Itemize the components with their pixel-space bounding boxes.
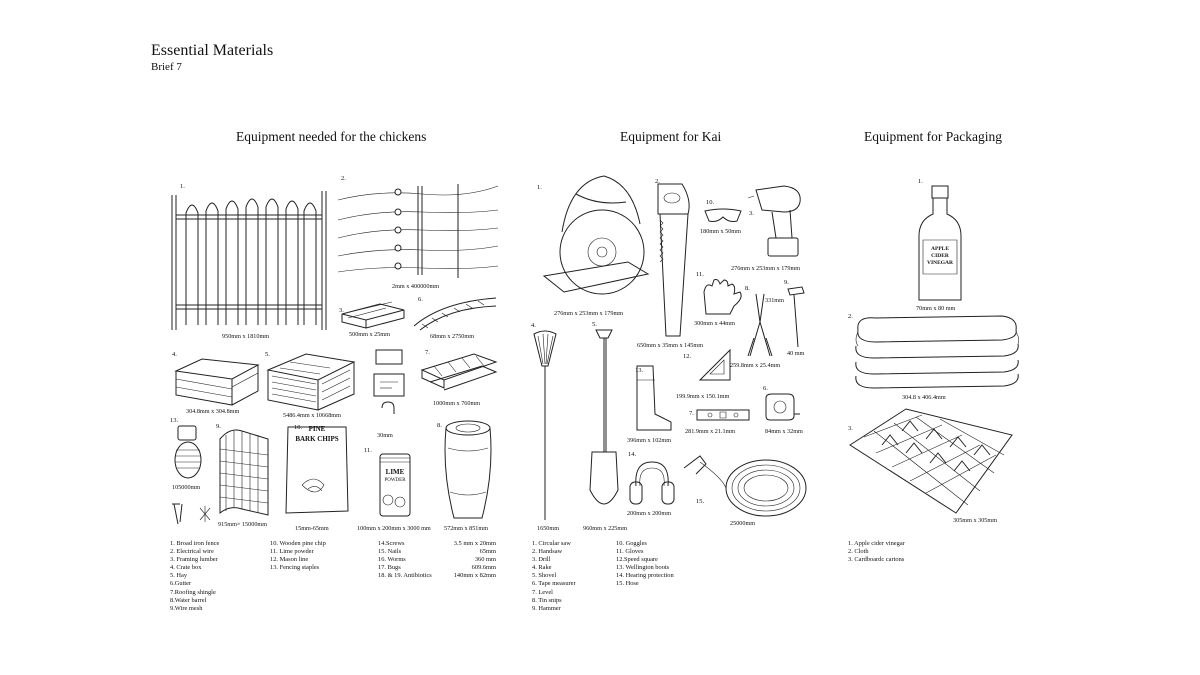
item-number: 14. bbox=[628, 451, 637, 458]
item-dimension: 500mm x 25mm bbox=[349, 331, 390, 338]
legend-chickens-col3 bbox=[378, 540, 432, 580]
legend-item: 8.Water barrel bbox=[170, 596, 207, 604]
item-number: 10. bbox=[706, 199, 715, 206]
bottle-label: APPLE CIDER VINEGAR bbox=[927, 246, 953, 266]
lime-powder-tub bbox=[378, 452, 412, 518]
item-number: 2. bbox=[341, 175, 346, 182]
page-title: Essential Materials bbox=[151, 42, 274, 59]
goggles-illustration bbox=[703, 207, 743, 223]
legend-item: 1. Apple cider vinegar bbox=[848, 540, 905, 547]
item-dimension: 276mm x 253mm x 179mm bbox=[731, 265, 801, 272]
gutter-illustration bbox=[412, 296, 498, 332]
legend-item: 1. Broad iron fence bbox=[170, 540, 220, 547]
item-dimension: 30mm bbox=[377, 432, 393, 439]
hay-bale-illustration bbox=[266, 350, 356, 412]
hammer-illustration bbox=[784, 285, 808, 349]
item-number: 1. bbox=[537, 184, 542, 191]
item-number: 2. bbox=[655, 178, 660, 185]
legend-item: 140mm x 82mm bbox=[453, 572, 496, 580]
item-dimension: 1000mm x 760mm bbox=[433, 400, 481, 407]
item-number: 11. bbox=[696, 271, 704, 278]
legend-item: 15. Nails bbox=[378, 548, 402, 556]
legend-item: 10. Goggles bbox=[616, 540, 647, 547]
wire-mesh-illustration bbox=[216, 425, 272, 521]
item-number: 9. bbox=[784, 279, 789, 286]
item-dimension: 105000mm bbox=[172, 484, 201, 491]
item-dimension: 281.9mm x 21.1mm bbox=[685, 428, 736, 435]
item-number: 9. bbox=[216, 423, 221, 430]
legend-item: 2. Cloth bbox=[848, 548, 869, 556]
circular-saw-illustration bbox=[540, 172, 652, 304]
legend-item: 609.6mm bbox=[471, 564, 496, 572]
hose-illustration bbox=[682, 448, 810, 520]
vinegar-bottle bbox=[915, 184, 965, 304]
item-dimension: 276mm x 253mm x 179mm bbox=[554, 310, 624, 317]
item-number: 6. bbox=[418, 296, 423, 303]
legend-item: 17. Bugs bbox=[378, 564, 401, 572]
item-dimension: 40 mm bbox=[787, 350, 805, 357]
legend-item: 3. Framing lumber bbox=[170, 556, 218, 564]
item-dimension: 259.8mm x 25.4mm bbox=[730, 362, 781, 369]
item-dimension: 305mm x 305mm bbox=[953, 517, 998, 524]
legend-item: 8. Tin snips bbox=[532, 596, 562, 604]
legend-item: 2. Electrical wire bbox=[170, 548, 214, 556]
legend-item: 11. Gloves bbox=[616, 548, 644, 556]
drill-illustration bbox=[754, 182, 806, 260]
legend-item: 15. Hose bbox=[616, 580, 639, 588]
item-dimension: 25000mm bbox=[730, 520, 756, 527]
heading-kai: Equipment for Kai bbox=[620, 129, 722, 144]
roofing-shingle-illustration bbox=[420, 352, 498, 398]
legend-item: 16. Worms bbox=[378, 556, 406, 564]
lime-label: LIME bbox=[385, 468, 405, 476]
legend-item: 10. Wooden pine chip bbox=[270, 540, 326, 547]
item-number: 3. bbox=[339, 307, 344, 314]
item-dimension: 915mm× 15000mm bbox=[218, 521, 268, 528]
item-number: 11. bbox=[364, 447, 372, 454]
pine-bark-bag bbox=[284, 423, 350, 519]
pine-label: PINE bbox=[308, 425, 326, 433]
legend-item: 4. Crate box bbox=[170, 564, 202, 572]
item-number: 13. bbox=[635, 367, 644, 374]
legend-item: 7.Roofing shingle bbox=[170, 588, 216, 596]
legend-item: 11. Lime powder bbox=[270, 548, 314, 556]
iron-fence-illustration bbox=[170, 185, 330, 333]
water-barrel-illustration bbox=[442, 418, 494, 522]
item-number: 1. bbox=[918, 178, 923, 185]
item-number: 7. bbox=[425, 349, 430, 356]
legend-item: 12.Speed square bbox=[616, 556, 658, 564]
legend-item: 14.Screws bbox=[378, 540, 405, 547]
legend-chickens-col1 bbox=[170, 540, 219, 613]
fencing-staples-roll-illustration bbox=[170, 424, 206, 482]
legend-chickens-col2 bbox=[270, 540, 326, 572]
item-dimension: 331mm bbox=[765, 297, 784, 304]
gloves-illustration bbox=[700, 278, 744, 316]
item-dimension: 199.9mm x 150.1mm bbox=[676, 393, 730, 400]
legend-kai-col1 bbox=[532, 540, 576, 613]
legend-item: 6.Gutter bbox=[170, 580, 192, 588]
legend-item: 3. Drill bbox=[532, 556, 551, 564]
item-number: 3. bbox=[749, 210, 754, 217]
item-dimension: 304.8mm x 304.8mm bbox=[186, 408, 240, 415]
item-number: 13. bbox=[170, 417, 179, 424]
cloth-stack-illustration bbox=[852, 312, 1022, 390]
legend-item: 18. & 19. Antibiotics bbox=[378, 572, 432, 580]
item-number: 5. bbox=[592, 321, 597, 328]
item-dimension: 180mm x 50mm bbox=[700, 228, 741, 235]
legend-item: 13. Fencing staples bbox=[270, 564, 320, 572]
item-number: 3. bbox=[848, 425, 853, 432]
framing-lumber-illustration bbox=[340, 302, 406, 330]
legend-item: 1. Circular saw bbox=[532, 540, 571, 547]
item-number: 1. bbox=[180, 183, 185, 190]
item-dimension: 572mm x 851mm bbox=[444, 525, 489, 532]
item-number: 5. bbox=[265, 351, 270, 358]
legend-item: 13. Wellington boots bbox=[616, 564, 670, 572]
legend-item: 9.Wire mesh bbox=[170, 604, 203, 612]
legend-packaging bbox=[848, 540, 905, 564]
item-number: 6. bbox=[763, 385, 768, 392]
item-number: 7. bbox=[689, 410, 694, 417]
item-number: 8. bbox=[437, 422, 442, 429]
item-dimension: 68mm x 2750mm bbox=[430, 333, 475, 340]
item-dimension: 960mm x 225mm bbox=[583, 525, 628, 532]
handsaw-illustration bbox=[652, 180, 694, 340]
heading-chickens: Equipment needed for the chickens bbox=[236, 129, 427, 144]
legend-item: 360 mm bbox=[474, 556, 496, 564]
speed-square-illustration bbox=[698, 348, 734, 382]
item-number: 12. bbox=[683, 353, 692, 360]
legend-item: 2. Handsaw bbox=[532, 548, 563, 556]
legend-item: 12. Mason line bbox=[270, 556, 309, 564]
item-number: 8. bbox=[745, 285, 750, 292]
electrical-wire-illustration bbox=[338, 180, 498, 280]
crate-box-illustration bbox=[172, 355, 260, 407]
item-dimension: 100mm x 200mm x 3000 mm bbox=[357, 525, 431, 532]
level-illustration bbox=[696, 408, 750, 422]
legend-item: 5. Shovel bbox=[532, 572, 557, 580]
item-dimension: 304.8 x 406.4mm bbox=[902, 394, 946, 401]
screws-nails-illustration bbox=[170, 500, 218, 526]
legend-kai-col2 bbox=[616, 540, 674, 589]
legend-item: 6. Tape measurer bbox=[532, 580, 576, 588]
page-subtitle: Brief 7 bbox=[151, 61, 182, 73]
item-number: 10. bbox=[294, 424, 303, 431]
item-number: 15. bbox=[696, 498, 705, 505]
item-dimension: 5486.4mm x 10668mm bbox=[283, 412, 341, 419]
legend-item: 7. Level bbox=[532, 588, 553, 596]
worms-bugs-packets-illustration bbox=[372, 348, 408, 428]
rake-illustration bbox=[530, 330, 560, 522]
item-dimension: 84mm x 32mm bbox=[765, 428, 803, 435]
legend-item: 5. Hay bbox=[170, 572, 188, 580]
legend-item: 65mm bbox=[479, 548, 496, 556]
item-number: 2. bbox=[848, 313, 853, 320]
tape-measurer-illustration bbox=[762, 392, 802, 422]
powder-label: POWDER bbox=[384, 478, 406, 483]
wellington-boots-illustration bbox=[633, 364, 673, 434]
item-dimension: 15mm-65mm bbox=[295, 525, 329, 532]
legend-item: 4. Rake bbox=[532, 564, 552, 572]
item-dimension: 650mm x 35mm x 145mm bbox=[637, 342, 704, 349]
legend-item: 3. Cardboardc cartons bbox=[848, 556, 905, 564]
heading-packaging: Equipment for Packaging bbox=[864, 129, 1002, 144]
legend-item: 3.5 mm x 20mm bbox=[453, 540, 496, 547]
legend-item: 14. Hearing protection bbox=[616, 572, 674, 580]
bark-chips-label: BARK CHIPS bbox=[295, 435, 339, 443]
item-number: 4. bbox=[531, 322, 536, 329]
item-dimension: 200mm x 200mm bbox=[627, 510, 672, 517]
item-dimension: 70mm x 80 mm bbox=[916, 305, 956, 312]
legend-chickens-col4 bbox=[440, 540, 496, 580]
item-dimension: 950mm x 1810mm bbox=[222, 333, 270, 340]
item-dimension: 2mm x 400000mm bbox=[392, 283, 440, 290]
item-dimension: 396mm x 102mm bbox=[627, 437, 672, 444]
item-number: 4. bbox=[172, 351, 177, 358]
item-dimension: 1650mm bbox=[537, 525, 560, 532]
item-dimension: 300mm x 44mm bbox=[694, 320, 735, 327]
egg-carton-illustration bbox=[846, 405, 1016, 517]
shovel-illustration bbox=[586, 326, 622, 520]
hearing-protection-illustration bbox=[628, 460, 676, 506]
legend-item: 9. Hammer bbox=[532, 604, 561, 612]
